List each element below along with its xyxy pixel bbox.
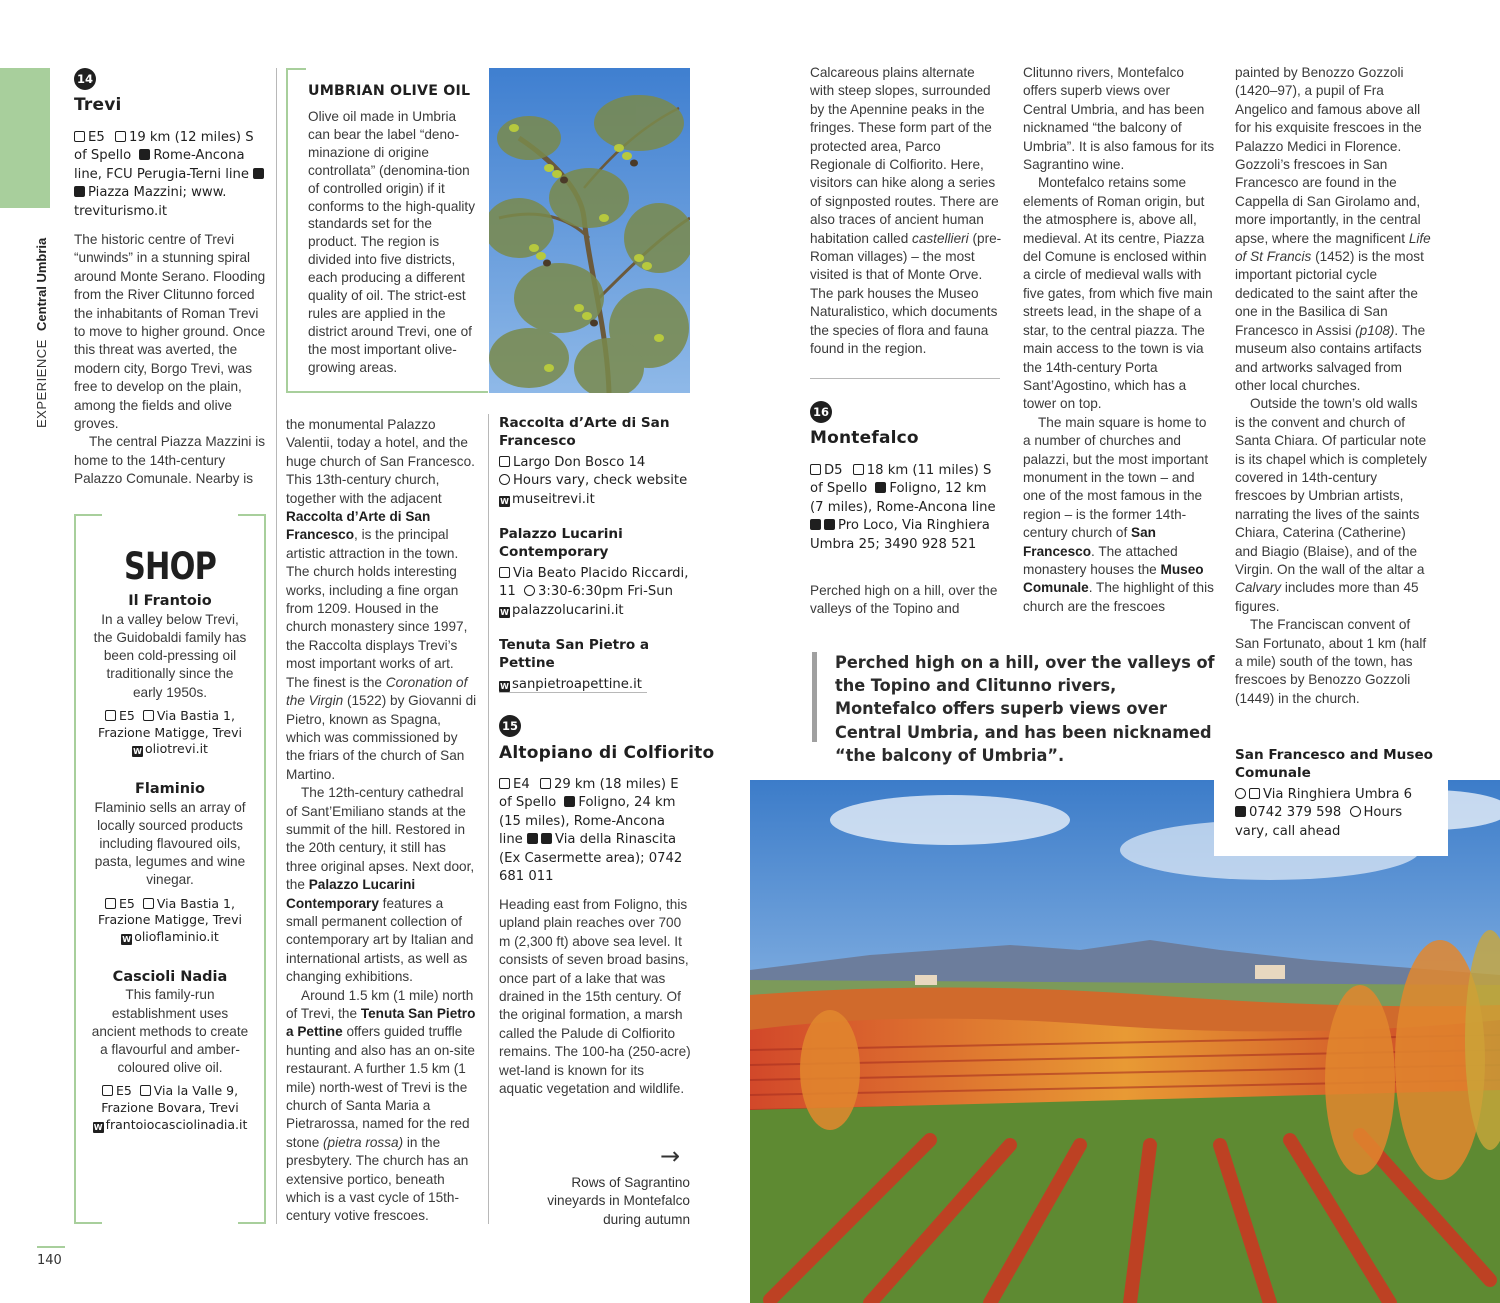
shop-item-desc: In a valley below Trevi, the Guidobaldi family has been cold-pressing oil traditionally since the early 1950s. bbox=[93, 611, 247, 700]
colfiorito-info: E4 29 km (18 miles) E of Spello Foligno, 24 km (15 miles), Rome-Ancona line Via della Rinascita (Ex Casermette area); 0742 681 011 bbox=[499, 777, 683, 885]
sight-entry bbox=[499, 636, 691, 694]
info-icon bbox=[74, 186, 85, 197]
train-icon bbox=[139, 149, 150, 160]
shop-item-name: Cascioli Nadia bbox=[112, 969, 228, 986]
map-ref-icon bbox=[810, 464, 821, 475]
montefalco-paragraph: painted by Benozzo Gozzoli (1420–97), a pupil of Fra Angelico and famous above all for his exquisite frescoes in the Palazzo Medici in Florence. Gozzoli’s frescoes in San Francesco are found in the Cappella di San Girolamo and, more importantly, in the central apse, where the magnificent Life of St Francis (1452) is the most important pictorial cycle dedicated to the saint after the one in the Basilica di San Francesco in Assisi (p108). The museum also contains artifacts and artworks salvaged from other local churches. bbox=[1235, 65, 1431, 393]
distance-icon bbox=[540, 778, 551, 789]
shop-item-info: E5 Via Bastia 1, Frazione Matigge, Trevi W olioflaminio.it bbox=[98, 895, 242, 945]
montefalco-paragraph: The Franciscan convent of San Fortunato, about 1 km (half a mile) south of the town, has frescoes by Benozzo Gozzoli (1449) in the church. bbox=[1235, 617, 1427, 706]
trevi-title: Trevi bbox=[74, 95, 122, 115]
section-side-label: EXPERIENCE Central Umbria bbox=[34, 237, 49, 428]
montefalco-paragraph: Outside the town’s old walls is the convent and church of Santa Chiara. Of particular note is its chapel which is completely covered in 14th-century frescoes by Umbrian artists, narrating the lives of the saints Chiara, Caterina (Catherine) and Biagio (Blaise), and of the Virgin. On the wall of the altar a Calvary includes more than 45 figures. bbox=[1235, 396, 1427, 614]
colfiorito-body-col1 bbox=[499, 896, 691, 1098]
museum-name: San Francesco and Museo Comunale bbox=[1235, 747, 1434, 782]
shop-box bbox=[74, 514, 266, 1224]
section-divider bbox=[499, 692, 647, 693]
sight-web-link[interactable]: sanpietroapettine.it bbox=[512, 676, 642, 692]
montefalco-body-col1 bbox=[810, 582, 1002, 619]
shop-item bbox=[76, 592, 264, 758]
column-rule bbox=[488, 414, 489, 1224]
clock-icon bbox=[1350, 806, 1361, 817]
info-icon bbox=[541, 833, 552, 844]
sight-web-link[interactable]: palazzolucarini.it bbox=[512, 602, 624, 618]
trevi-body-col2 bbox=[286, 416, 478, 1226]
shop-item-web-link[interactable]: olioflaminio.it bbox=[134, 929, 219, 945]
trevi-paragraph: The historic centre of Trevi “unwinds” in a stunning spiral around Monte Serano. Flooding from the River Clitunno forced the inhabitants of Roman Trevi to move to higher ground. Once this threat was averted, the modern city, Borgo Trevi, was free to develop on the plain, among the fields and olive groves. bbox=[74, 232, 266, 432]
bus-icon bbox=[253, 168, 264, 179]
distance-icon bbox=[115, 131, 126, 142]
sight-name: Raccolta d’Arte di San Francesco bbox=[499, 415, 670, 450]
trevi-body-col1 bbox=[74, 231, 270, 489]
map-ref-icon bbox=[74, 131, 85, 142]
web-icon: W bbox=[93, 1123, 103, 1133]
vineyard-illustration bbox=[750, 780, 1500, 1303]
address-icon bbox=[140, 1085, 151, 1096]
sight-web-link[interactable]: museitrevi.it bbox=[512, 491, 595, 507]
shop-title: SHOP bbox=[124, 545, 216, 588]
shop-item-info: E5 Via la Valle 9, Frazione Bovara, Trevi W frantoiocasciolinadia.it bbox=[93, 1083, 248, 1133]
trevi-info: E5 19 km (12 miles) S of Spello Rome-Ancona line, FCU Perugia-Terni line Piazza Mazzini; www. treviturismo.it bbox=[74, 129, 270, 221]
olive-tree-photo bbox=[489, 68, 690, 393]
sight-info: Largo Don Bosco 14 Hours vary, check website W museitrevi.it bbox=[500, 454, 688, 507]
shop-item-web-link[interactable]: oliotrevi.it bbox=[145, 741, 208, 757]
trevi-paragraph: Around 1.5 km (1 mile) north of Trevi, the Tenuta San Pietro a Pettine offers guided truffle hunting and also has an on-site restaurant. A further 1.5 km (1 mile) north-west of Trevi is the church of Santa Maria a Pietrarossa, named for the red stone (pietra rossa) in the presbytery. The church has an extensive portico, beneath which is a vast cycle of 15th-century votive frescoes. bbox=[286, 987, 476, 1224]
montefalco-paragraph: The main square is home to a number of churches and palazzi, but the most important monument in the town – and one of the most famous in the region – is the former 14th-century church of San Francesco. The attached monastery houses the Museo Comunale. The highlight of this church are the frescoes bbox=[1023, 414, 1214, 614]
clock-icon bbox=[499, 474, 510, 485]
montefalco-paragraph: Montefalco retains some elements of Roman origin, but the atmosphere is, above all, medieval. At its centre, Piazza del Comune is enclosed within a circle of medieval walls with five gates, from which five main streets lead, in the shape of a star, to the central piazza. The main access to the town is via the 14th-century Porta Sant’Agostino, which has a tower on top. bbox=[1023, 175, 1213, 412]
pull-quote-text: Perched high on a hill, over the valleys of the Topino and Clitunno rivers, Montefalco offers superb views over Central Umbria, and has been nicknamed “the balcony of Umbria”. bbox=[835, 653, 1215, 766]
olive-oil-title: UMBRIAN OLIVE OIL bbox=[308, 83, 471, 99]
shop-item-web-link[interactable]: frantoiocasciolinadia.it bbox=[105, 1117, 248, 1133]
museum-info bbox=[1235, 746, 1435, 841]
montefalco-title: Montefalco bbox=[810, 428, 919, 448]
sight-name: Tenuta San Pietro a Pettine bbox=[499, 637, 650, 672]
vineyard-photo bbox=[750, 780, 1500, 1303]
bus-icon bbox=[810, 519, 821, 530]
shop-item-desc: Flaminio sells an array of locally sourced products including flavoured oils, pasta, legumes and wine vinegar. bbox=[94, 799, 246, 888]
web-icon: W bbox=[133, 747, 142, 757]
montefalco-number-badge: 16 bbox=[810, 401, 832, 423]
address-icon bbox=[499, 567, 510, 578]
pull-quote bbox=[812, 652, 1215, 766]
montefalco-paragraph: Perched high on a hill, over the valleys of the Topino and bbox=[810, 583, 998, 617]
sight-name: Palazzo Lucarini Contemporary bbox=[499, 526, 623, 561]
phone-icon bbox=[1235, 806, 1246, 817]
sight-info: Via Beato Placido Riccardi, 11 3:30-6:30pm Fri-Sun W palazzolucarini.it bbox=[499, 565, 689, 618]
montefalco-paragraph: Clitunno rivers, Montefalco offers superb views over Central Umbria, and has been nicknamed “the balcony of Umbria”. It is also famous for its Sagrantino wine. bbox=[1023, 65, 1215, 173]
olive-oil-box bbox=[286, 68, 488, 393]
page-number: 140 bbox=[37, 1253, 62, 1268]
colfiorito-paragraph: Calcareous plains alternate with steep slopes, surrounded by the Apennine peaks in the fringes. These form part of the protected area, Parco Regionale di Colfiorito. Here, visitors can hike along a series of signposted routes. There are also traces of ancient human habitation called castellieri (pre-Roman villages) – the most visited is that of Monte Orve. The park houses the Museo Naturalistico, which documents the species of flora and fauna found in the region. bbox=[810, 65, 1002, 357]
column-rule bbox=[276, 68, 277, 1224]
web-icon: W bbox=[500, 681, 509, 691]
trevi-paragraph: The central Piazza Mazzini is home to the 14th-century Palazzo Comunale. Nearby is bbox=[74, 434, 266, 487]
web-icon: W bbox=[500, 607, 509, 617]
montefalco-info: D5 18 km (11 miles) S of Spello Foligno, 12 km (7 miles), Rome-Ancona line Pro Loco, Via Ringhiera Umbra 25; 3490 928 521 bbox=[810, 463, 996, 552]
photo-caption: Rows of Sagrantino vineyards in Montefalco during autumn bbox=[547, 1175, 690, 1227]
shop-item-name: Il Frantoio bbox=[128, 593, 212, 610]
address-icon bbox=[143, 898, 154, 909]
trevi-paragraph: The 12th-century cathedral of Sant’Emiliano stands at the summit of the hill. Restored in the 20th century, it still has three original apses. Next door, the Palazzo Lucarini Contemporary features a small permanent collection of contemporary art by Italian and international artists, as well as changing exhibitions. bbox=[286, 785, 475, 985]
section-divider bbox=[810, 378, 1000, 379]
sight-entry bbox=[499, 525, 691, 620]
page-number-rule bbox=[37, 1246, 65, 1248]
map-ref-icon bbox=[105, 710, 116, 721]
trevi-paragraph: the monumental Palazzo Valentii, today a hotel, and the huge church of San Francesco. This 13th-century church, together with the adjacent Raccolta d’Arte di San Francesco, is the principal artistic attraction in the town. The church holds interesting works, including a fine organ from 1209. Housed in the church monastery since 1997, the Raccolta displays Trevi’s most important works of art. The finest is the Coronation of the Virgin (1522) by Giovanni di Pietro, known as Spagna, which was commissioned by the friars of the church of San Martino. bbox=[286, 417, 477, 782]
montefalco-body-col3 bbox=[1235, 64, 1431, 708]
distance-icon bbox=[853, 464, 864, 475]
colfiorito-paragraph: Heading east from Foligno, this upland plain reaches over 700 m (2,300 ft) above sea level. It consists of seven broad basins, once part of a lake that was drained in the 15th century. Of the original formation, a marsh called the Palude di Colfiorito remains. The 100-ha (250-acre) wet-land is known for its aquatic vegetation and wildlife. bbox=[499, 897, 691, 1097]
colfiorito-body-col2 bbox=[810, 64, 1002, 359]
sight-entry bbox=[499, 414, 691, 509]
olive-tree-illustration bbox=[489, 68, 690, 393]
info-icon bbox=[824, 519, 835, 530]
trevi-number-badge: 14 bbox=[74, 68, 96, 90]
section-tab bbox=[0, 68, 50, 208]
map-ref-icon bbox=[102, 1085, 113, 1096]
web-icon: W bbox=[500, 496, 509, 506]
colfiorito-number-badge: 15 bbox=[499, 715, 521, 737]
map-ref-icon bbox=[105, 898, 116, 909]
shop-item bbox=[76, 968, 264, 1134]
shop-item bbox=[76, 780, 264, 946]
train-icon bbox=[564, 796, 575, 807]
compass-icon bbox=[1235, 788, 1246, 799]
caption-arrow-icon: → bbox=[660, 1142, 681, 1170]
address-icon bbox=[499, 456, 510, 467]
montefalco-body-col2 bbox=[1023, 64, 1217, 616]
train-icon bbox=[875, 482, 886, 493]
shop-item-desc: This family-run establishment uses ancient methods to create a flavourful and amber-coloured olive oil. bbox=[91, 987, 249, 1076]
address-icon bbox=[143, 710, 154, 721]
map-ref-icon bbox=[499, 778, 510, 789]
colfiorito-title: Altopiano di Colfiorito bbox=[499, 743, 715, 763]
shop-item-name: Flaminio bbox=[135, 781, 205, 798]
bus-icon bbox=[527, 833, 538, 844]
sights-list bbox=[499, 414, 691, 694]
address-icon bbox=[1249, 788, 1260, 799]
clock-icon bbox=[524, 585, 535, 596]
shop-item-info: E5 Via Bastia 1, Frazione Matigge, Trevi W oliotrevi.it bbox=[98, 707, 242, 757]
olive-oil-text: Olive oil made in Umbria can bear the label “deno-minazione di origine controllata” (denomina-tion of controlled origin) if it conforms to the high-quality standards set for the product. The region is divided into five districts, each producing a different quality of oil. The strict-est rules are applied in the district around Trevi, one of the most important olive-growing areas. bbox=[308, 109, 475, 375]
web-icon: W bbox=[122, 935, 132, 945]
museum-details: Via Ringhiera Umbra 6 0742 379 598 Hours vary, call ahead bbox=[1235, 786, 1413, 839]
